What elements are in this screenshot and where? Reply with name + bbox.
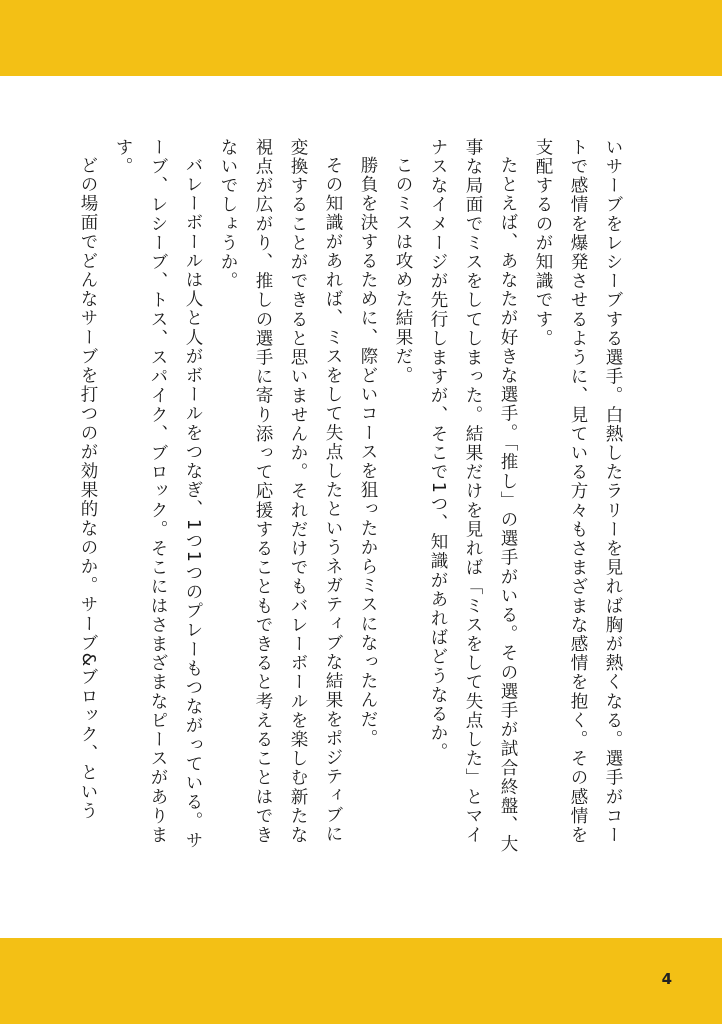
paragraph: たとえば、あなたが好きな選手。「推し」の選手がいる。その選手が試合終盤、大事な局面でミスをしてしまった。結果だけを見れば「ミスをして失点した」とマイナスなイメージが先行しますが、そこで1つ、知識があればどうなるか。 (428, 138, 518, 854)
bottom-color-band (0, 938, 722, 1024)
top-color-band (0, 0, 722, 76)
paragraph: どの場面でどんなサーブを打つのが効果的なのか。サーブ&ブロック、という (78, 155, 98, 821)
paragraph: このミスは攻めた結果だ。 (393, 155, 413, 385)
body-text (70, 138, 630, 856)
page-number: 4 (661, 970, 672, 988)
paragraph: その知識があれば、ミスをして失点したというネガティブな結果をポジティブに変換することができると思いませんか。それだけでもバレーボールを楽しむ新たな視点が広がり、推しの選手に寄り添って応援することもできると考えることはできないでしょうか。 (218, 138, 343, 845)
paragraph: いサーブをレシーブする選手。白熱したラリーを見れば胸が熱くなる。選手がコートで感情を爆発させるように、見ている方々もさまざまな感情を抱く。その感情を支配するのが知識です。 (533, 138, 623, 845)
paragraph: 勝負を決するために、際どいコースを狙ったからミスになったんだ。 (358, 155, 378, 748)
paragraph: バレーボールは人と人がボールをつなぎ、1つ1つのプレーもつながっている。サーブ、レシーブ、トス、スパイク、ブロック。そこにはさまざまなピースがあります。 (113, 138, 203, 850)
